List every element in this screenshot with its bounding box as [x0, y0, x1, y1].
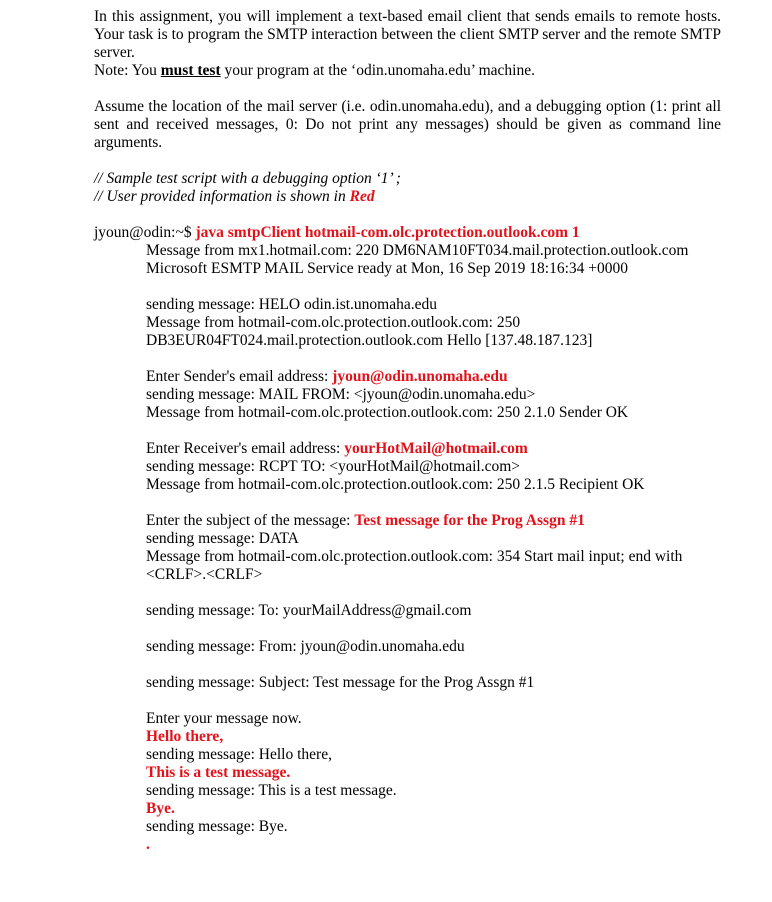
comment-line-2: // User provided information is shown in Red	[94, 188, 375, 205]
helo-block	[146, 296, 721, 350]
subject-header-block	[146, 674, 721, 692]
output-line: sending message: HELO odin.ist.unomaha.edu	[146, 296, 438, 313]
assignment-document	[94, 8, 721, 854]
output-line: Message from hotmail-com.olc.protection.outlook.com: 250	[146, 314, 521, 331]
output-line: Microsoft ESMTP MAIL Service ready at Mon, 16 Sep 2019 18:16:34 +0000	[146, 260, 629, 277]
output-line: sending message: From: jyoun@odin.unomaha.edu	[146, 638, 465, 655]
output-line: <CRLF>.<CRLF>	[146, 566, 263, 583]
user-input: This is a test message.	[146, 764, 291, 781]
output-line: sending message: Bye.	[146, 818, 288, 835]
arguments-paragraph: Assume the location of the mail server (i.e. odin.unomaha.edu), and a debugging option (1: print all sent and received messages, 0: Do not print any messages) should be given as command line arguments.	[94, 98, 721, 151]
receiver-block	[146, 440, 721, 494]
prompt-line: Enter the subject of the message: Test message for the Prog Assgn #1	[146, 512, 585, 529]
output-line: sending message: To: yourMailAddress@gmail.com	[146, 602, 472, 619]
output-line: Message from hotmail-com.olc.protection.outlook.com: 250 2.1.0 Sender OK	[146, 404, 629, 421]
user-input: yourHotMail@hotmail.com	[344, 440, 528, 457]
user-input-terminator: .	[146, 836, 150, 853]
user-command: java smtpClient hotmail-com.olc.protection.outlook.com 1	[195, 224, 580, 241]
sender-block	[146, 368, 721, 422]
session-output	[94, 242, 721, 854]
output-line: sending message: MAIL FROM: <jyoun@odin.unomaha.edu>	[146, 386, 536, 403]
output-line: Message from hotmail-com.olc.protection.outlook.com: 250 2.1.5 Recipient OK	[146, 476, 645, 493]
user-input: Hello there,	[146, 728, 224, 745]
prompt-line: Enter Sender's email address: jyoun@odin.unomaha.edu	[146, 368, 508, 385]
from-block	[146, 638, 721, 656]
prompt-line: Enter Receiver's email address: yourHotMail@hotmail.com	[146, 440, 528, 457]
shell-prompt: jyoun@odin:~$	[94, 224, 196, 241]
output-line: Enter your message now.	[146, 710, 302, 727]
intro-paragraph: In this assignment, you will implement a text-based email client that sends emails to remote hosts. Your task is to program the SMTP interaction between the client SMTP server and the remote SMTP server.	[94, 8, 721, 61]
user-input: Test message for the Prog Assgn #1	[354, 512, 585, 529]
must-test-emphasis: must test	[160, 62, 221, 79]
to-block	[146, 602, 721, 620]
red-word: Red	[349, 188, 375, 205]
subject-block	[146, 512, 721, 584]
output-line: sending message: Subject: Test message for the Prog Assgn #1	[146, 674, 535, 691]
command-line	[94, 224, 721, 242]
output-line: sending message: This is a test message.	[146, 782, 397, 799]
note-line: Note: You must test your program at the ‘odin.unomaha.edu’ machine.	[94, 62, 535, 79]
output-line: sending message: Hello there,	[146, 746, 332, 763]
user-input: jyoun@odin.unomaha.edu	[332, 368, 508, 385]
output-line: Message from mx1.hotmail.com: 220 DM6NAM10FT034.mail.protection.outlook.com	[146, 242, 689, 259]
output-line: DB3EUR04FT024.mail.protection.outlook.com Hello [137.48.187.123]	[146, 332, 593, 349]
message-body-block	[146, 710, 721, 854]
output-line: Message from hotmail-com.olc.protection.outlook.com: 354 Start mail input; end with	[146, 548, 683, 565]
comment-line-1: // Sample test script with a debugging option ‘1’ ;	[94, 170, 401, 187]
output-line: sending message: RCPT TO: <yourHotMail@hotmail.com>	[146, 458, 521, 475]
user-input: Bye.	[146, 800, 175, 817]
output-line: sending message: DATA	[146, 530, 299, 547]
